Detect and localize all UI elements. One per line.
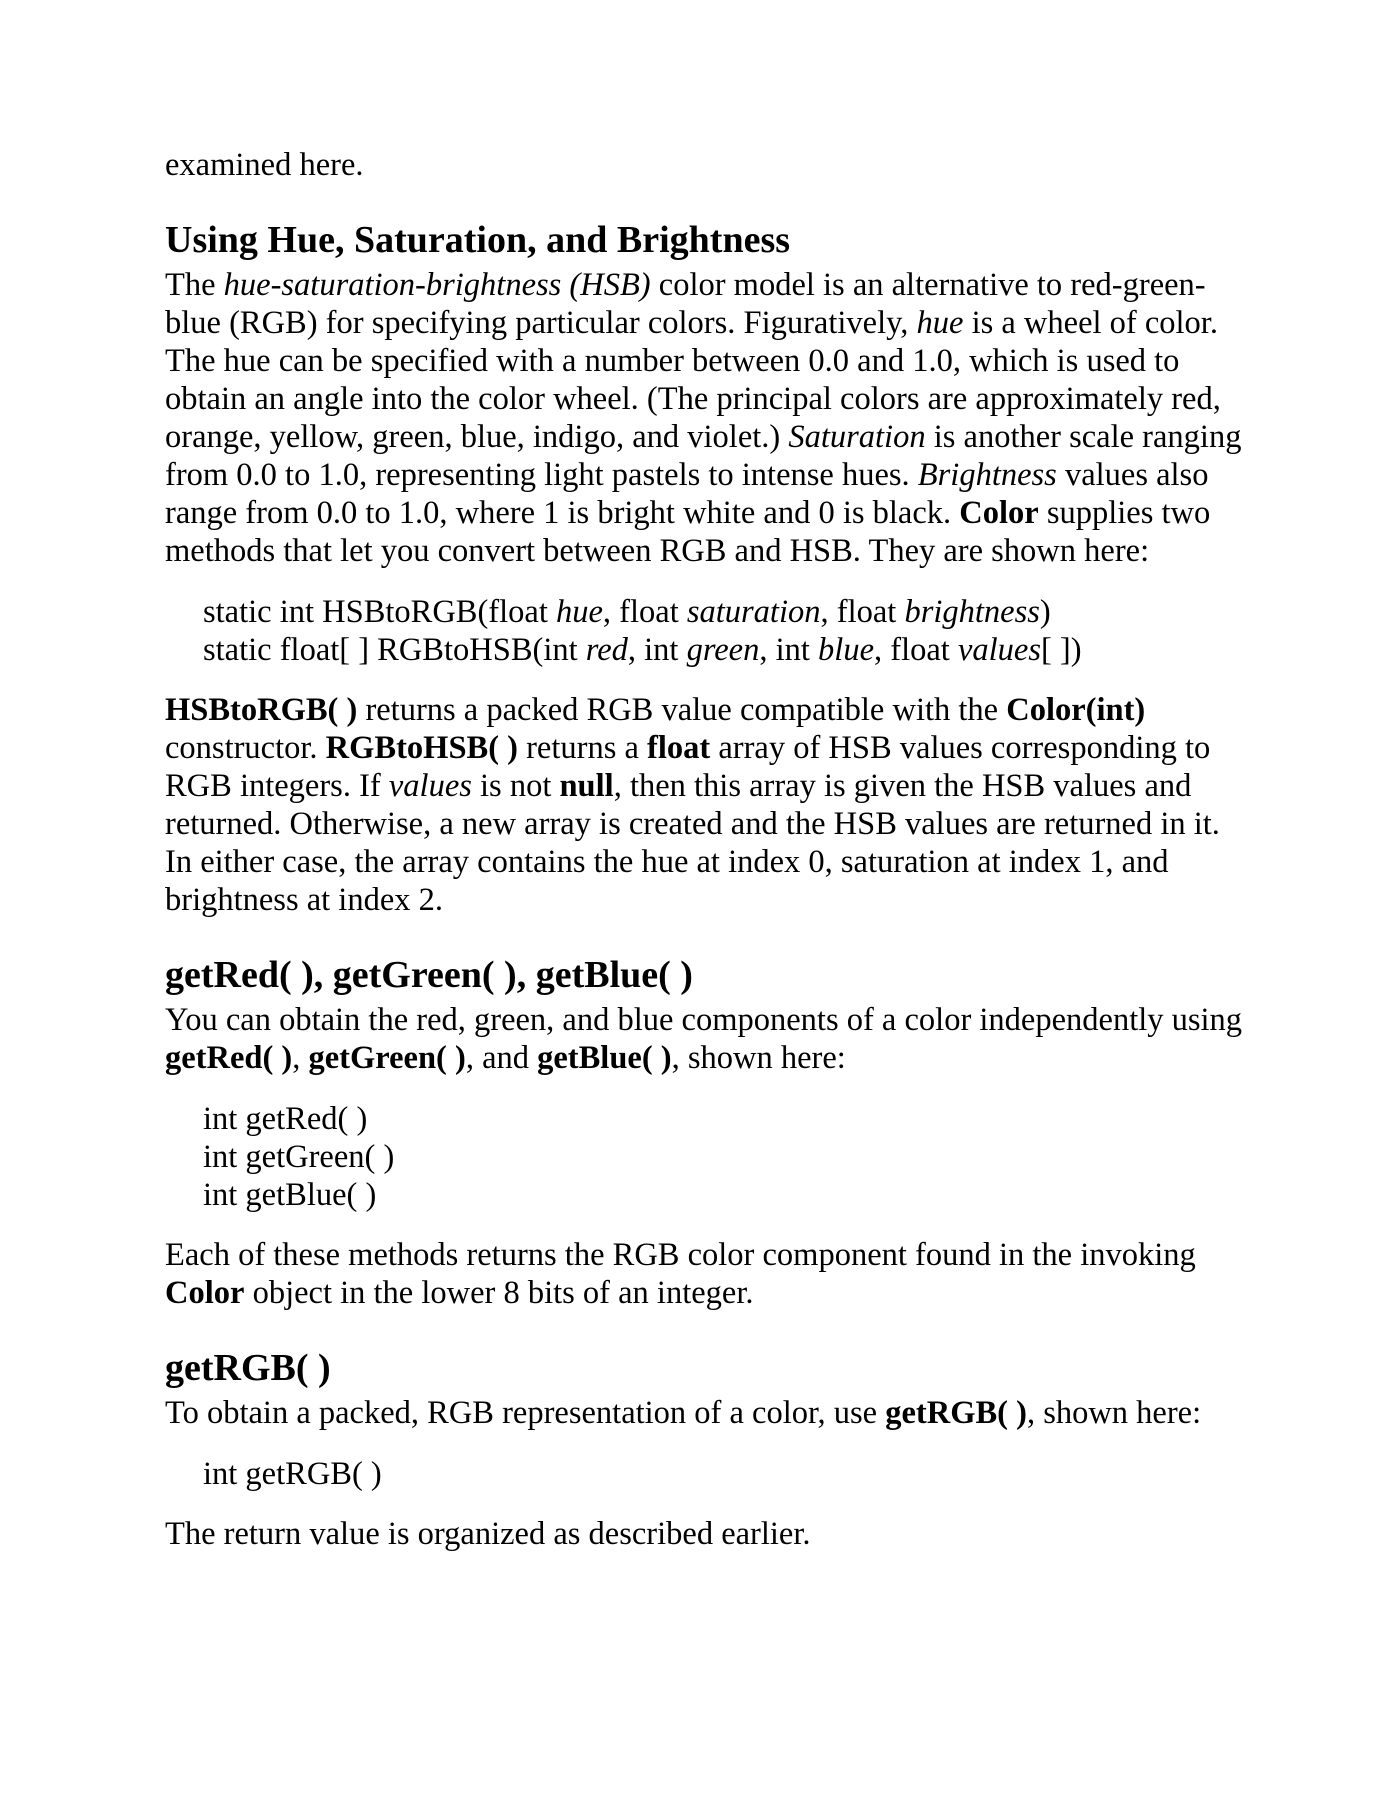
hsb-description-paragraph: The hue-saturation-brightness (HSB) color model is an alternative to red-green-blue (RGB) for specifying particular colors. Figuratively, hue is a wheel of color. The hue can be specified with a number between 0.0 and 1.0, which is used to obtain an angle into the color wheel. (The principal colors are approximately red, orange, yellow, green, blue, indigo, and violet.) Saturation is another scale ranging from 0.0 to 1.0, representing light pastels to intense hues. Brightness values also range from 0.0 to 1.0, where 1 is bright white and 0 is black. Color supplies two methods that let you convert between RGB and HSB. They are shown here:: [165, 267, 1242, 569]
getblue-signature: int getBlue( ): [203, 1177, 377, 1213]
components-explanation-paragraph: Each of these methods returns the RGB color component found in the invoking Color object in the lower 8 bits of an integer.: [165, 1237, 1196, 1311]
getred-signature: int getRed( ): [203, 1101, 368, 1137]
hsb-method-signatures: [165, 593, 1245, 669]
hsbtorgb-signature: static int HSBtoRGB(float hue, float saturation, float brightness): [203, 594, 1051, 630]
components-method-signatures: [165, 1100, 1245, 1214]
getrgb-intro-paragraph: To obtain a packed, RGB representation of a color, use getRGB( ), shown here:: [165, 1395, 1202, 1431]
getrgb-explanation-paragraph: The return value is organized as described earlier.: [165, 1516, 811, 1552]
document-page: [165, 147, 1245, 1553]
components-intro-paragraph: You can obtain the red, green, and blue components of a color independently using getRed( ), getGreen( ), and getBlue( ), shown here:: [165, 1002, 1243, 1076]
getgreen-signature: int getGreen( ): [203, 1139, 395, 1175]
rgbtohsb-signature: static float[ ] RGBtoHSB(int red, int green, int blue, float values[ ]): [203, 632, 1082, 668]
getrgb-signature: int getRGB( ): [203, 1456, 382, 1492]
getrgb-heading: getRGB( ): [165, 1347, 331, 1389]
intro-paragraph: examined here.: [165, 147, 364, 183]
components-heading: getRed( ), getGreen( ), getBlue( ): [165, 954, 693, 996]
hsb-methods-explanation-paragraph: HSBtoRGB( ) returns a packed RGB value compatible with the Color(int) constructor. RGBtoHSB( ) returns a float array of HSB values corresponding to RGB integers. If values is not null, then this array is given the HSB values and returned. Otherwise, a new array is created and the HSB values are returned in it. In either case, the array contains the hue at index 0, saturation at index 1, and brightness at index 2.: [165, 692, 1220, 918]
hsb-heading: Using Hue, Saturation, and Brightness: [165, 219, 791, 261]
getrgb-method-signature: [165, 1455, 1245, 1493]
